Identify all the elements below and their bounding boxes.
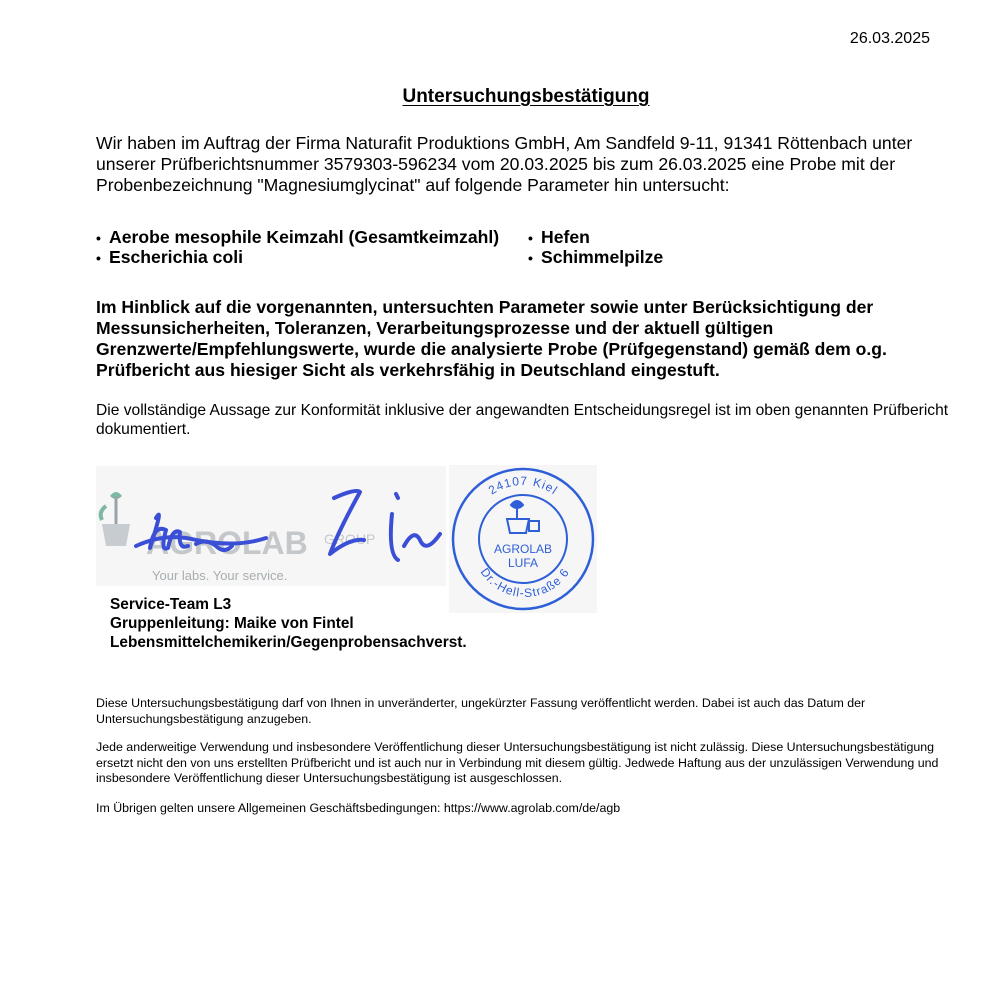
logo-group-label: GROUP [324,531,376,547]
bullet-icon: • [96,230,101,246]
logo-signature-block [96,466,446,586]
signoff-team: Service-Team L3 [110,596,232,613]
conclusion-paragraph: Im Hinblick auf die vorgenannten, untersuchten Parameter sowie unter Berücksichtigung der Messunsicherheiten, Toleranzen, Verarbeitungsprozesse und der aktuell gültigen Grenzwerte/Empfehlungswerte, wurde die analysierte Probe (Prüfgegenstand) gemäß dem o.g. Prüfbericht aus hiesiger Sicht als verkehrsfähig in Deutschland eingestuft. [96,297,887,380]
bullet-icon: • [528,230,533,246]
agrolab-logo [96,466,446,586]
list-item: • Aerobe mesophile Keimzahl (Gesamtkeimzahl) [96,227,500,247]
logo-wordmark: AGROLAB [146,525,308,561]
signoff-lead: Gruppenleitung: Maike von Fintel [110,615,354,632]
signoff-block [110,595,467,652]
list-item: • Schimmelpilze [528,247,664,267]
document-date: 26.03.2025 [849,30,930,47]
document-title: Untersuchungsbestätigung [402,86,650,107]
conformity-note: Die vollständige Aussage zur Konformität inklusive der angewandten Entscheidungsregel ist im oben genannten Prüfbericht dokumentiert. [96,402,949,438]
stamp-bottom-text: Dr.-Hell-Straße 6 [477,565,573,601]
footer-restriction-note: Jede anderweitige Verwendung und insbesondere Veröffentlichung dieser Untersuchungsbestätigung ist nicht zulässig. Diese Untersuchungsbestätigung ersetzt nicht den von uns erstellten Prüfbericht und ist auch nur in Verbindung mit diesem gültig. Jedwede Haftung aus der unzulässigen Verwendung und insbesondere Veröffentlichung dieser Untersuchungsbestätigung ist ausgeschlossen. [96,740,939,785]
stamp-line-1: AGROLAB [493,542,553,556]
bullet-icon: • [528,250,533,266]
list-item: • Hefen [528,227,590,247]
stamp-seal [449,465,597,613]
stamp-line-2: LUFA [507,556,539,570]
intro-paragraph: Wir haben im Auftrag der Firma Naturafit Produktions GmbH, Am Sandfeld 9-11, 91341 Röttenbach unter unserer Prüfberichtsnummer 3579303-596234 vom 20.03.2025 bis zum 26.03.2025 eine Probe mit der Probenbezeichnung "Magnesiumglycinat" auf folgende Parameter hin untersucht: [96,133,913,195]
signoff-role: Lebensmittelchemikerin/Gegenprobensachverst. [110,634,467,651]
list-item: • Escherichia coli [96,247,243,267]
lab-stamp [449,465,597,613]
footer-terms-note: Im Übrigen gelten unsere Allgemeinen Geschäftsbedingungen: https://www.agrolab.com/de/agb [96,801,621,815]
logo-slogan: Your labs. Your service. [152,568,288,583]
stamp-top-text: 24107 Kiel [485,473,561,498]
bullet-icon: • [96,250,101,266]
footer-publication-note: Diese Untersuchungsbestätigung darf von Ihnen in unveränderter, ungekürzter Fassung veröffentlicht werden. Dabei ist auch das Datum der Untersuchungsbestätigung anzugeben. [96,696,866,726]
